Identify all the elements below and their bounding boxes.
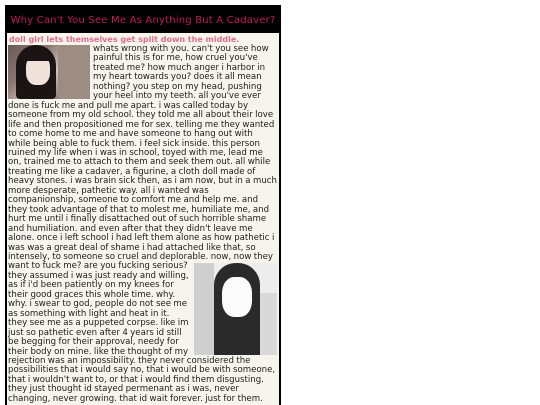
body-paragraph-1: whats wrong with you. can't you see how painful this is for me, how cruel you've treated me? how much anger i harbor in my heart towards you? does it all mean nothing? you step on my head, pushing your heel into my teeth. all you've ever done is fuck me and pull me apart. i was called today by someone from my old school. they told me all about their love life and then propositioned me for sex. telling me they wanted to come home to me and have someone to hang out with while being able to fuck them. i feel sick inside. this person ruined my life when i was in school, toyed with me, lead me on, trained me to attach to them and seek them out. all while treating me like a cadaver, a figurine, a cloth doll made of heavy stones. i was brain sick then, as i am now, but in a much more desperate, pathetic way. all i wanted was companionship, someone to comfort me and help me. and they took advantage of that to molest me, humiliate me, and hurt me until i finally disattached out of such horrible shame and humiliation. and even after that they didn't leave me alone. once i left school i had left them alone as how pathetic i was was a great deal of shame i had attached like that, so intensely, to someone so cruel and deplorable. now, now they want to fuck me? are you (8, 44, 277, 272)
manga-panel-image (194, 263, 277, 355)
body-paragraph-2: fucking serious? they assumed i was just ready and willing, as if i'd been patiently on my knees for their good graces this whole time. why. why. i swear to god, people do not see me as something with light and heat in it. they see me as a puppeted corpse. like im just so pathetic even after 4 years id still be begging for their approval, needy for their body on mine. like the thought of my rejection was an impossibility. they never considered the possibilities that i would say no, that i would be with someone, that i wouldn't want to, or that i would find them disgusting. they just thought id stayed permenant as i was, never changing, never growing. that id wait forever. just for them. (8, 261, 276, 404)
anime-girl-image (8, 45, 90, 99)
post-subtitle: doll girl lets themselves get split down the middle. (9, 35, 240, 44)
post-title: Why Can't You See Me As Anything But A Cadaver? (10, 14, 276, 26)
post-card (7, 33, 279, 405)
post-body (7, 45, 279, 404)
post-frame (5, 5, 281, 405)
